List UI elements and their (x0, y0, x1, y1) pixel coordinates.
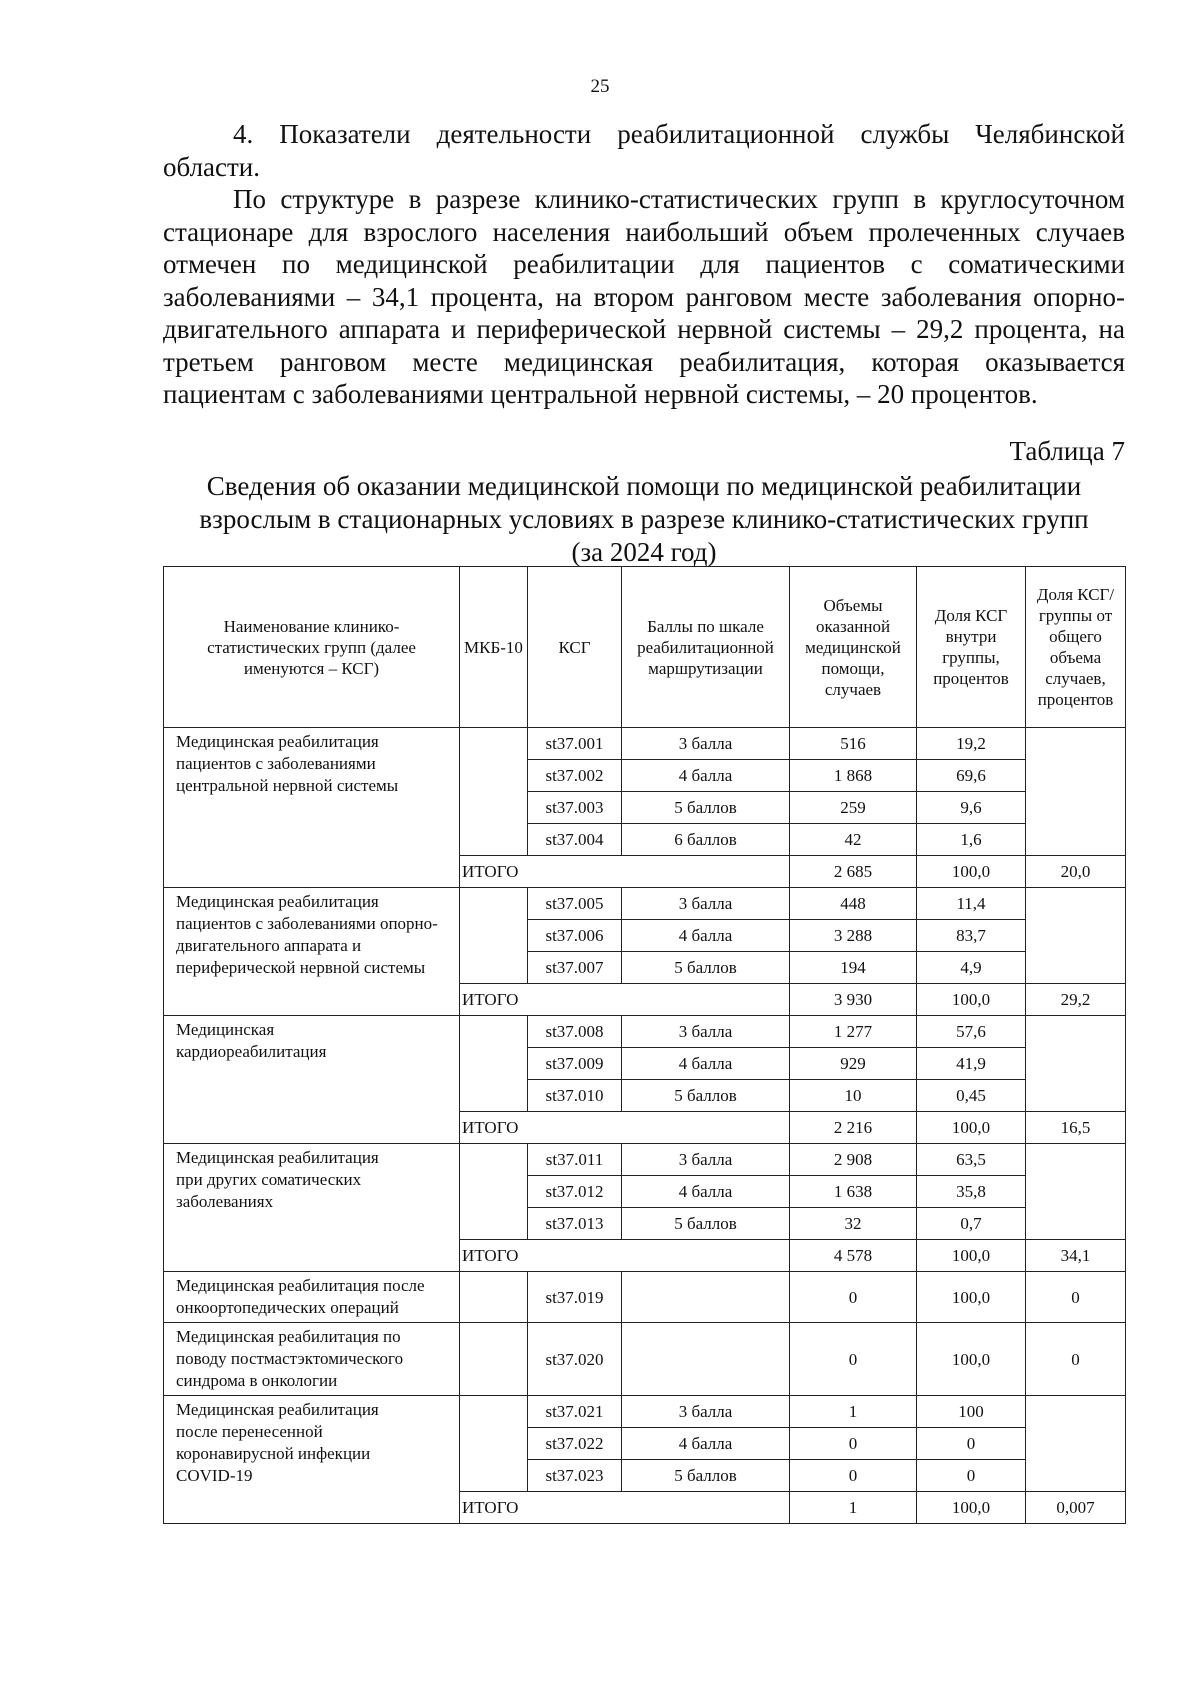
score-cell: 5 баллов (622, 1080, 790, 1112)
score-cell: 3 балла (622, 1016, 790, 1048)
share-cell: 100 (917, 1396, 1026, 1428)
share-total-cell (1026, 1016, 1126, 1112)
group-name: Медицинская реабилитация пациентов с заболеваниями опорно-двигательного аппарата и периферической нервной системы (164, 888, 460, 1016)
score-cell (622, 1272, 790, 1323)
volume-cell: 0 (790, 1460, 917, 1492)
volume-cell: 32 (790, 1208, 917, 1240)
table-row (164, 1396, 1126, 1428)
mkb-cell (460, 728, 528, 856)
group-name: Медицинская реабилитация при других соматических заболеваниях (164, 1144, 460, 1272)
share-cell: 100,0 (917, 1272, 1026, 1323)
volume-cell: 10 (790, 1080, 917, 1112)
share-total-cell: 0 (1026, 1272, 1126, 1323)
header-score: Баллы по шкале реабилитационной маршрутизации (622, 567, 790, 728)
ksg-cell: st37.012 (528, 1176, 622, 1208)
table-row (164, 1016, 1126, 1048)
ksg-cell: st37.020 (528, 1323, 622, 1396)
total-share: 100,0 (917, 1492, 1026, 1524)
rehab-table (163, 566, 1126, 1524)
share-cell: 9,6 (917, 792, 1026, 824)
score-cell: 4 балла (622, 920, 790, 952)
mkb-cell (460, 1396, 528, 1492)
total-share-overall: 20,0 (1026, 856, 1126, 888)
ksg-cell: st37.002 (528, 760, 622, 792)
table-label: Таблица 7 (1009, 436, 1125, 466)
mkb-cell (460, 1016, 528, 1112)
ksg-cell: st37.010 (528, 1080, 622, 1112)
group-name: Медицинская реабилитация после перенесенной коронавирусной инфекции COVID-19 (164, 1396, 460, 1524)
share-cell: 0 (917, 1460, 1026, 1492)
volume-cell: 1 277 (790, 1016, 917, 1048)
share-cell: 0,7 (917, 1208, 1026, 1240)
volume-cell: 448 (790, 888, 917, 920)
volume-cell: 1 (790, 1396, 917, 1428)
ksg-cell: st37.019 (528, 1272, 622, 1323)
total-label: ИТОГО (460, 1240, 790, 1272)
share-cell: 69,6 (917, 760, 1026, 792)
share-cell: 100,0 (917, 1323, 1026, 1396)
ksg-cell: st37.021 (528, 1396, 622, 1428)
mkb-cell (460, 1272, 528, 1323)
total-share: 100,0 (917, 1240, 1026, 1272)
caption-line: (за 2024 год) (571, 537, 717, 567)
total-volume: 2 216 (790, 1112, 917, 1144)
ksg-cell: st37.003 (528, 792, 622, 824)
ksg-cell: st37.008 (528, 1016, 622, 1048)
ksg-cell: st37.013 (528, 1208, 622, 1240)
volume-cell: 1 868 (790, 760, 917, 792)
score-cell: 6 баллов (622, 824, 790, 856)
volume-cell: 516 (790, 728, 917, 760)
total-volume: 3 930 (790, 984, 917, 1016)
score-cell: 3 балла (622, 888, 790, 920)
total-share: 100,0 (917, 984, 1026, 1016)
volume-cell: 42 (790, 824, 917, 856)
total-label: ИТОГО (460, 1112, 790, 1144)
caption-line: Сведения об оказании медицинской помощи по медицинской реабилитации (206, 471, 1082, 501)
mkb-cell (460, 1323, 528, 1396)
total-volume: 4 578 (790, 1240, 917, 1272)
table-row (164, 1323, 1126, 1396)
share-cell: 0,45 (917, 1080, 1026, 1112)
mkb-cell (460, 1144, 528, 1240)
volume-cell: 259 (790, 792, 917, 824)
score-cell: 3 балла (622, 1144, 790, 1176)
score-cell: 3 балла (622, 728, 790, 760)
share-total-cell (1026, 1396, 1126, 1492)
total-volume: 2 685 (790, 856, 917, 888)
total-label: ИТОГО (460, 984, 790, 1016)
share-total-cell (1026, 728, 1126, 856)
ksg-cell: st37.004 (528, 824, 622, 856)
volume-cell: 1 638 (790, 1176, 917, 1208)
ksg-cell: st37.022 (528, 1428, 622, 1460)
group-name: Медицинская реабилитация после онкоортопедических операций (164, 1272, 460, 1323)
total-share: 100,0 (917, 856, 1026, 888)
volume-cell: 929 (790, 1048, 917, 1080)
score-cell: 5 баллов (622, 1460, 790, 1492)
caption-line: взрослым в стационарных условиях в разрезе клинико-статистических групп (199, 504, 1089, 534)
page-number: 25 (590, 76, 610, 97)
section-heading: 4. Показатели деятельности реабилитационной службы Челябинской области. (163, 119, 1125, 182)
share-cell: 57,6 (917, 1016, 1026, 1048)
total-share: 100,0 (917, 1112, 1026, 1144)
header-row (164, 567, 1126, 728)
mkb-cell (460, 888, 528, 984)
ksg-cell: st37.001 (528, 728, 622, 760)
group-name: Медицинская реабилитация пациентов с заболеваниями центральной нервной системы (164, 728, 460, 888)
share-total-cell: 0 (1026, 1323, 1126, 1396)
share-total-cell (1026, 888, 1126, 984)
share-cell: 35,8 (917, 1176, 1026, 1208)
ksg-cell: st37.011 (528, 1144, 622, 1176)
section-text (163, 118, 1125, 411)
share-cell: 1,6 (917, 824, 1026, 856)
ksg-cell: st37.009 (528, 1048, 622, 1080)
share-total-cell (1026, 1144, 1126, 1240)
volume-cell: 194 (790, 952, 917, 984)
score-cell (622, 1323, 790, 1396)
table-caption (163, 470, 1125, 569)
section-paragraph: По структуре в разрезе клинико-статистических групп в круглосуточном стационаре для взрослого населения наибольший объем пролеченных случаев отмечен по медицинской реабилитации для пациентов с соматическими заболеваниями – 34,1 процента, на втором ранговом месте заболевания опорно-двигательного аппарата и периферической нервной системы – 29,2 процента, на третьем ранговом месте медицинская реабилитация, которая оказывается пациентам с заболеваниями центральной нервной системы, – 20 процентов. (163, 184, 1125, 409)
header-group: Наименование клинико-статистических групп (далее именуются – КСГ) (164, 567, 460, 728)
volume-cell: 0 (790, 1428, 917, 1460)
total-share-overall: 29,2 (1026, 984, 1126, 1016)
table-row (164, 728, 1126, 760)
group-name: Медицинская реабилитация по поводу постмастэктомического синдрома в онкологии (164, 1323, 460, 1396)
score-cell: 3 балла (622, 1396, 790, 1428)
header-share-total: Доля КСГ/ группы от общего объема случаев, процентов (1026, 567, 1126, 728)
header-volume: Объемы оказанной медицинской помощи, случаев (790, 567, 917, 728)
score-cell: 5 баллов (622, 952, 790, 984)
ksg-cell: st37.023 (528, 1460, 622, 1492)
score-cell: 4 балла (622, 1428, 790, 1460)
score-cell: 4 балла (622, 1176, 790, 1208)
header-mkb: МКБ-10 (460, 567, 528, 728)
volume-cell: 0 (790, 1272, 917, 1323)
share-cell: 83,7 (917, 920, 1026, 952)
table-row (164, 888, 1126, 920)
volume-cell: 3 288 (790, 920, 917, 952)
total-share-overall: 34,1 (1026, 1240, 1126, 1272)
table-row (164, 1144, 1126, 1176)
share-cell: 41,9 (917, 1048, 1026, 1080)
share-cell: 19,2 (917, 728, 1026, 760)
ksg-cell: st37.006 (528, 920, 622, 952)
table-row (164, 1272, 1126, 1323)
ksg-cell: st37.005 (528, 888, 622, 920)
total-volume: 1 (790, 1492, 917, 1524)
score-cell: 4 балла (622, 760, 790, 792)
share-cell: 0 (917, 1428, 1026, 1460)
total-label: ИТОГО (460, 856, 790, 888)
total-share-overall: 0,007 (1026, 1492, 1126, 1524)
score-cell: 4 балла (622, 1048, 790, 1080)
share-cell: 63,5 (917, 1144, 1026, 1176)
header-share-in-group: Доля КСГ внутри группы, процентов (917, 567, 1026, 728)
share-cell: 11,4 (917, 888, 1026, 920)
ksg-cell: st37.007 (528, 952, 622, 984)
group-name: Медицинская кардиореабилитация (164, 1016, 460, 1144)
share-cell: 4,9 (917, 952, 1026, 984)
volume-cell: 2 908 (790, 1144, 917, 1176)
header-ksg: КСГ (528, 567, 622, 728)
score-cell: 5 баллов (622, 1208, 790, 1240)
total-label: ИТОГО (460, 1492, 790, 1524)
score-cell: 5 баллов (622, 792, 790, 824)
volume-cell: 0 (790, 1323, 917, 1396)
total-share-overall: 16,5 (1026, 1112, 1126, 1144)
